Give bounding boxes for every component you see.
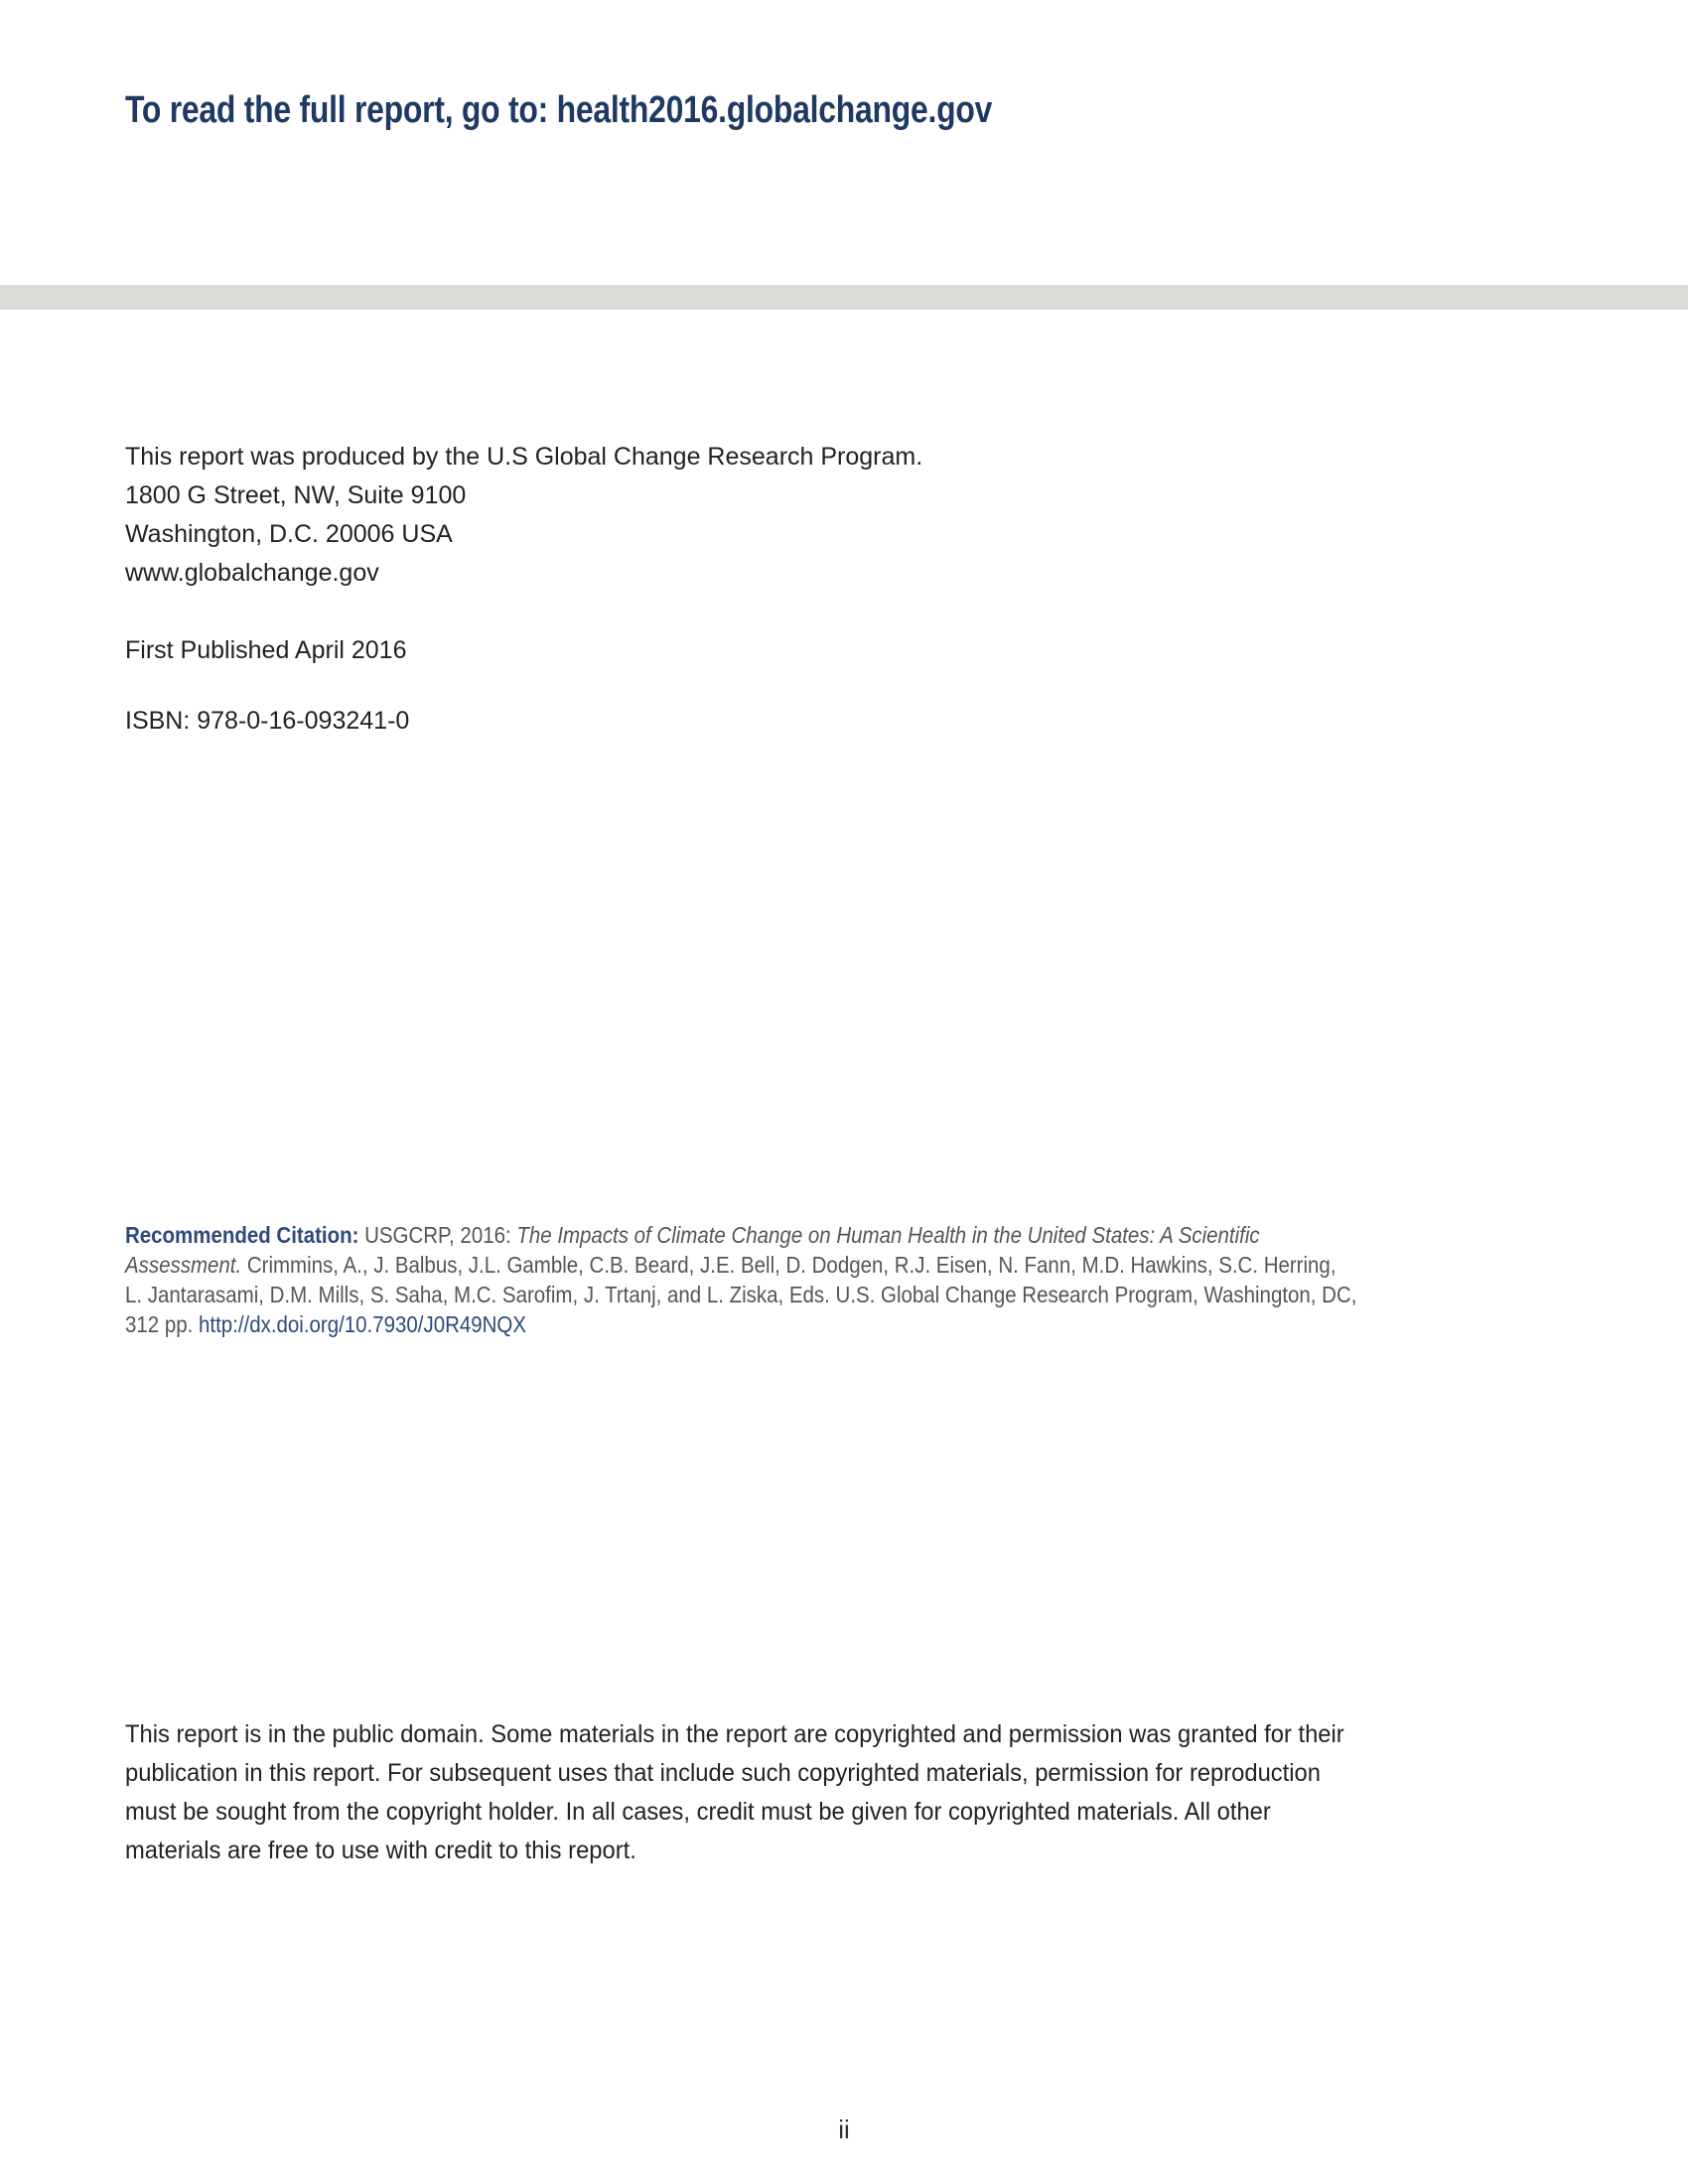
first-published: First Published April 2016: [125, 636, 407, 664]
citation-label: Recommended Citation:: [125, 1222, 359, 1248]
publisher-line: This report was produced by the U.S Global Change Research Program.: [125, 443, 923, 471]
citation-line: L. Jantarasami, D.M. Mills, S. Saha, M.C. Sarofim, J. Trtanj, and L. Ziska, Eds. U.S. Global Change Research Program, Washington, DC,: [125, 1282, 1357, 1307]
notice-line: materials are free to use with credit to this report.: [125, 1837, 636, 1864]
citation-text: Crimmins, A., J. Balbus, J.L. Gamble, C.B. Beard, J.E. Bell, D. Dodgen, R.J. Eisen, N. Fann, M.D. Hawkins, S.C. Herring,: [241, 1252, 1336, 1278]
notice-line: publication in this report. For subsequent uses that include such copyrighted materials, permission for reproduction: [125, 1759, 1321, 1787]
citation-title: Assessment.: [125, 1252, 242, 1278]
citation-text: 312 pp.: [125, 1311, 199, 1337]
citation-title: The Impacts of Climate Change on Human Health in the United States: A Scientific: [516, 1222, 1260, 1248]
website-line: www.globalchange.gov: [125, 559, 379, 587]
citation-line: [125, 1311, 526, 1338]
citation-text: USGCRP, 2016:: [358, 1222, 517, 1248]
city-line: Washington, D.C. 20006 USA: [125, 520, 453, 548]
address-line: 1800 G Street, NW, Suite 9100: [125, 481, 467, 509]
full-report-heading: To read the full report, go to: health2016.globalchange.gov: [125, 89, 993, 131]
page-number: ii: [838, 2115, 850, 2144]
notice-line: This report is in the public domain. Some materials in the report are copyrighted and permission was granted for their: [125, 1720, 1344, 1748]
isbn: ISBN: 978-0-16-093241-0: [125, 707, 410, 735]
divider-band: [0, 285, 1688, 310]
citation-line: [125, 1252, 1336, 1279]
citation-line: [125, 1222, 1260, 1249]
notice-line: must be sought from the copyright holder. In all cases, credit must be given for copyrighted materials. All other: [125, 1798, 1271, 1826]
doi-link[interactable]: http://dx.doi.org/10.7930/J0R49NQX: [198, 1311, 527, 1337]
